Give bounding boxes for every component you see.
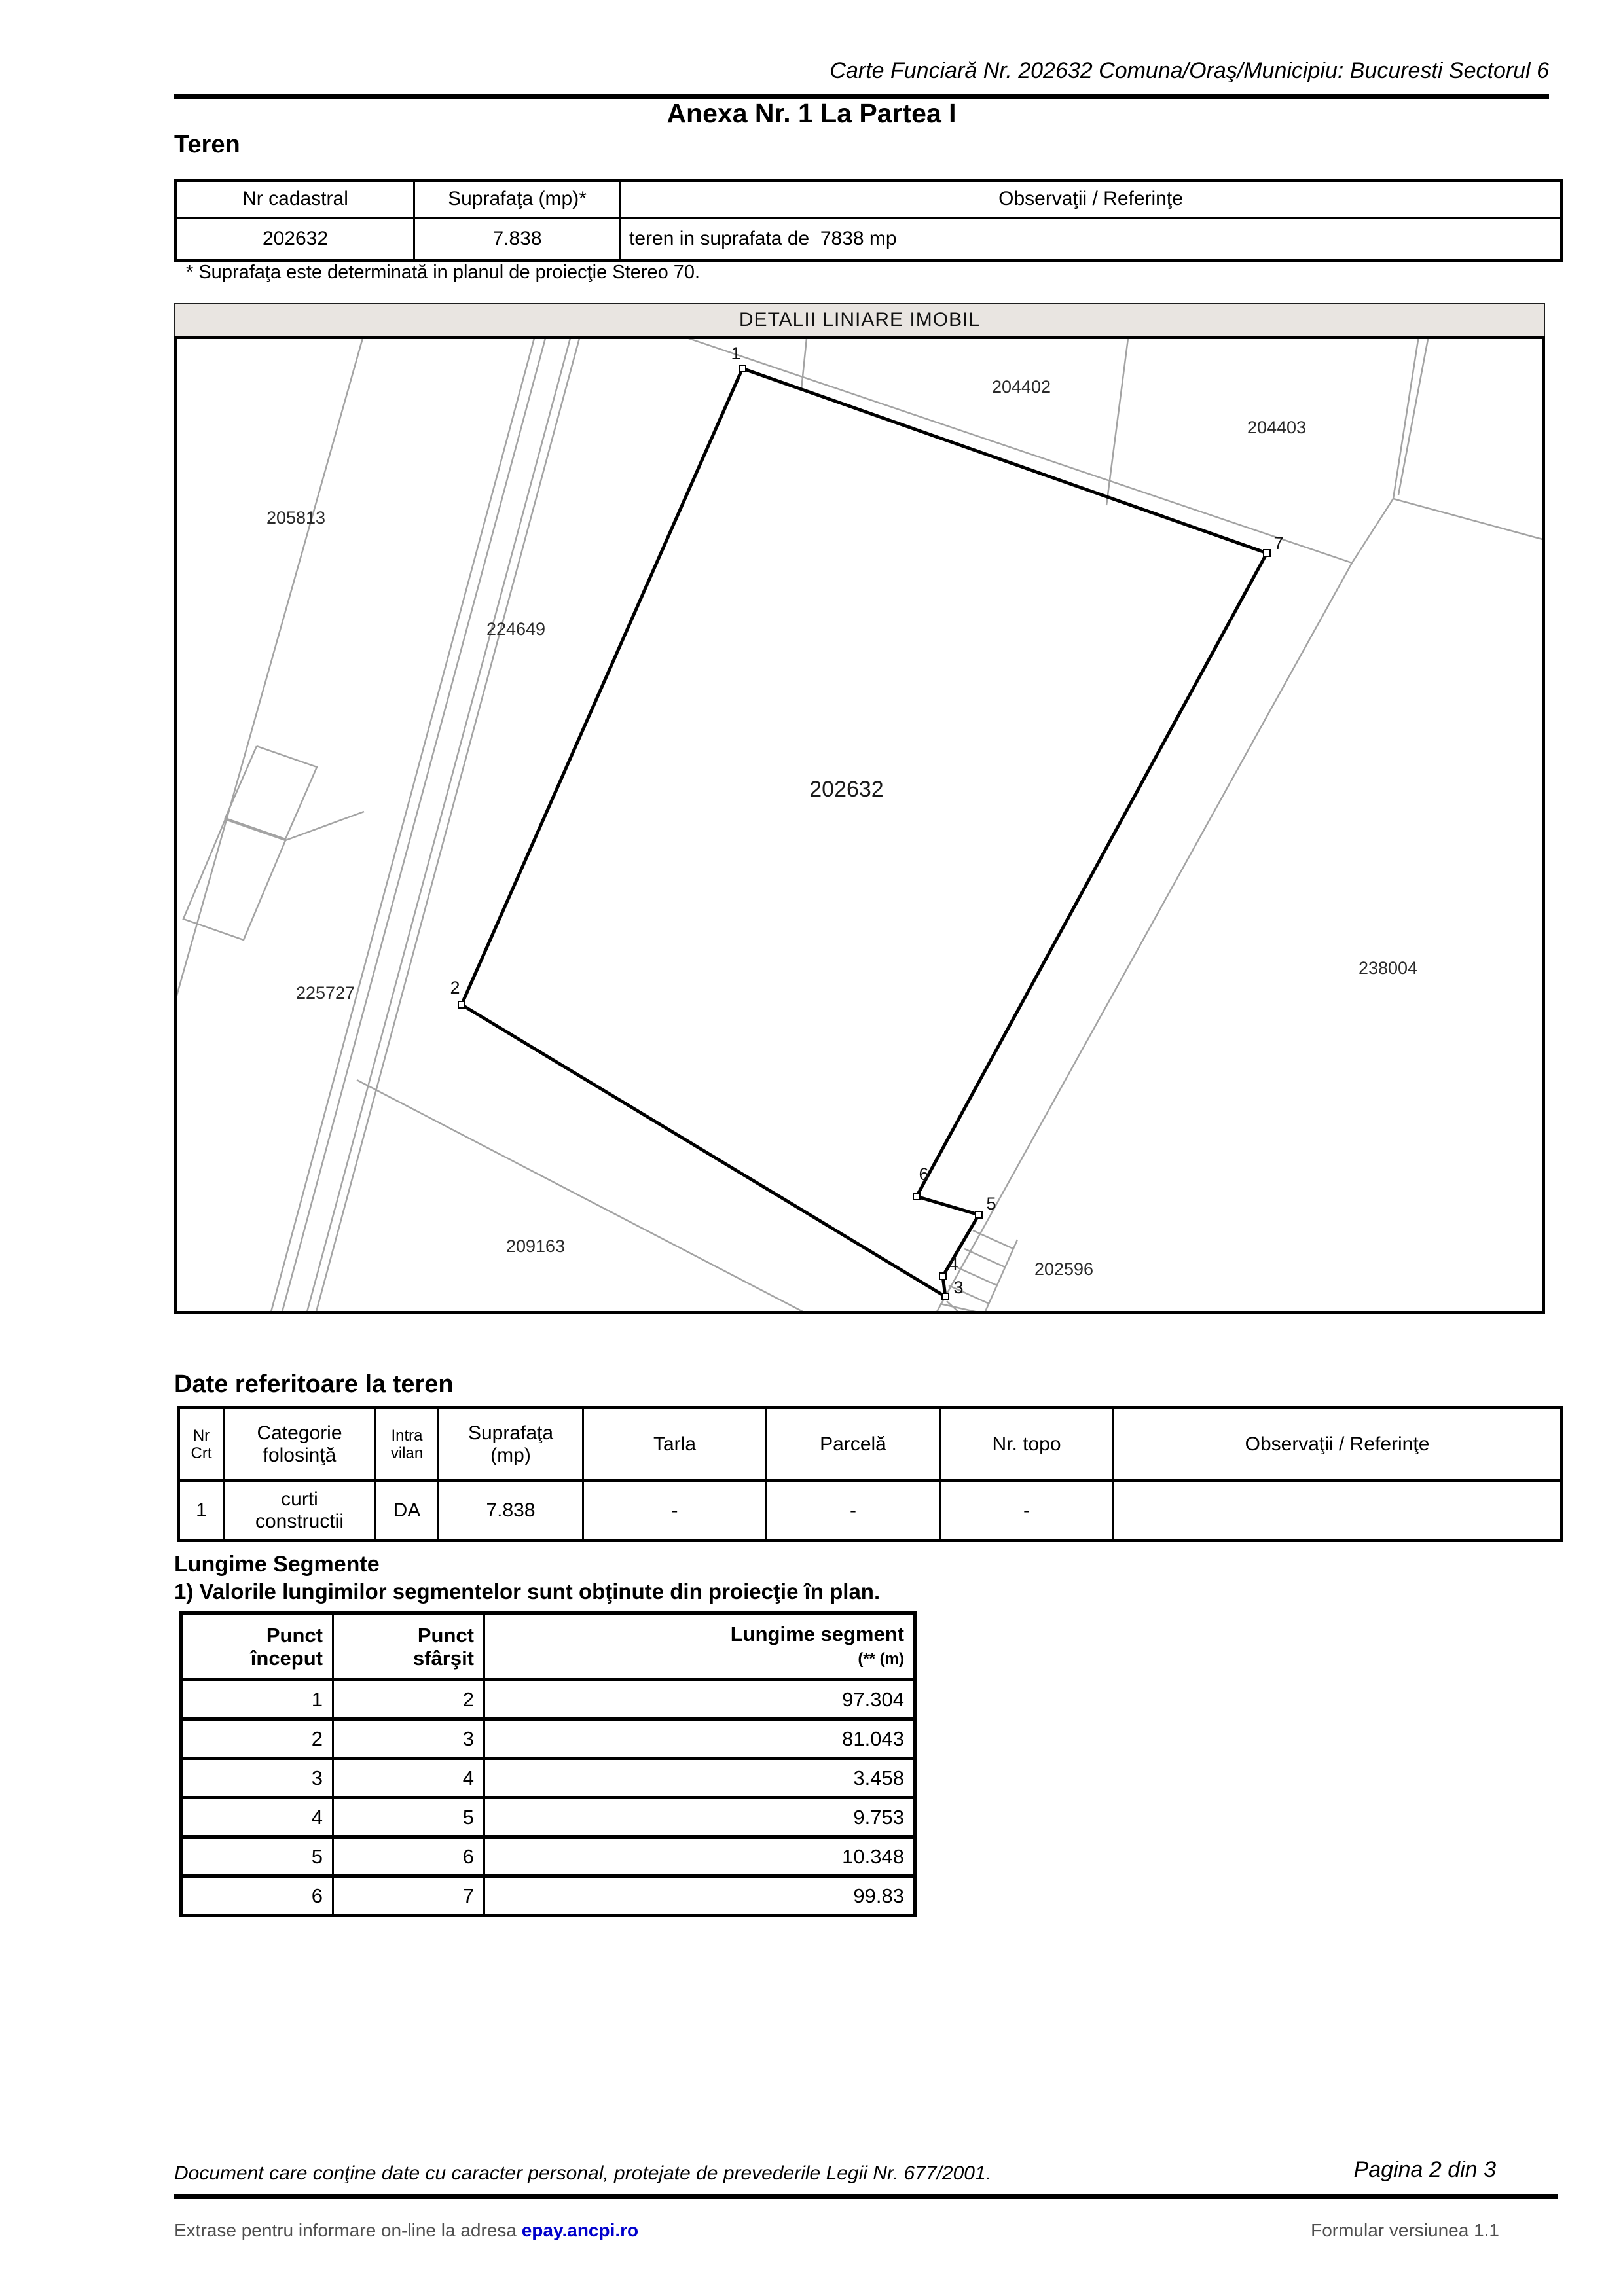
segments-note: 1) Valorile lungimilor segmentelor sunt obţinute din proiecţie în plan.	[174, 1579, 881, 1604]
parcel-label: 204402	[991, 377, 1051, 397]
data-cell: 1	[179, 1481, 224, 1541]
vertex-label: 1	[731, 344, 741, 363]
col-header: Tarla	[583, 1408, 767, 1481]
segment-cell: 3	[181, 1759, 333, 1798]
footer-privacy-note: Document care conţine date cu caracter personal, protejate de prevederile Legii Nr. 677/2001.	[174, 2162, 991, 2184]
segment-cell: 4	[181, 1798, 333, 1837]
document-reference: Carte Funciară Nr. 202632 Comuna/Oraş/Municipiu: Bucuresti Sectorul 6	[830, 58, 1549, 83]
footer-divider	[174, 2194, 1558, 2199]
col-header: Observaţii / Referinţe	[1114, 1408, 1562, 1481]
cell-suprafata: 7.838	[414, 218, 621, 261]
segment-row	[181, 1759, 915, 1798]
col-header: Punct sfârşit	[333, 1613, 484, 1680]
col-header-observatii: Observaţii / Referinţe	[621, 181, 1562, 218]
data-cell: -	[940, 1481, 1114, 1541]
segment-cell: 5	[181, 1837, 333, 1876]
data-cell: DA	[376, 1481, 439, 1541]
map-title: DETALII LINIARE IMOBIL	[739, 309, 981, 331]
section-heading-teren: Teren	[174, 131, 240, 158]
segment-cell: 7	[333, 1876, 484, 1916]
vertex-label: 3	[953, 1278, 964, 1297]
segment-cell: 2	[333, 1680, 484, 1719]
main-parcel-label: 202632	[809, 777, 884, 802]
footer-page-number: Pagina 2 din 3	[1353, 2157, 1496, 2182]
segment-cell: 3	[333, 1719, 484, 1759]
vertex-label: 6	[919, 1164, 929, 1184]
segment-cell: 3.458	[484, 1759, 915, 1798]
footer-extras-line	[174, 2220, 638, 2241]
data-cell	[1114, 1481, 1562, 1541]
vertex-label: 5	[986, 1194, 996, 1213]
parcel-label: 205813	[266, 508, 326, 528]
vertex-marker	[942, 1293, 949, 1300]
segment-row	[181, 1680, 915, 1719]
segment-row	[181, 1798, 915, 1837]
col-header: Parcelă	[767, 1408, 940, 1481]
parcel-label: 238004	[1358, 958, 1418, 978]
vertex-label: 4	[948, 1254, 958, 1274]
footer-form-version: Formular versiunea 1.1	[1311, 2220, 1499, 2240]
teren-footnote: * Suprafaţa este determinată in planul de proiecţie Stereo 70.	[186, 262, 701, 283]
parcel-label: 224649	[486, 619, 546, 639]
vertex-marker	[458, 1001, 465, 1008]
segment-cell: 99.83	[484, 1876, 915, 1916]
segment-cell: 5	[333, 1798, 484, 1837]
parcel-label: 202596	[1034, 1259, 1094, 1279]
col-header-suprafata: Suprafaţa (mp)*	[414, 181, 621, 218]
section-heading-date-teren: Date referitoare la teren	[174, 1371, 454, 1398]
segment-cell: 6	[333, 1837, 484, 1876]
vertex-label: 7	[1273, 533, 1284, 553]
col-header: Punct început	[181, 1613, 333, 1680]
data-cell: -	[767, 1481, 940, 1541]
epay-link[interactable]: epay.ancpi.ro	[521, 2220, 639, 2240]
vertex-marker	[1264, 550, 1270, 556]
section-heading-segments: Lungime Segmente	[174, 1552, 380, 1577]
segments-table	[179, 1611, 917, 1917]
parcel-label: 225727	[295, 983, 356, 1003]
segment-cell: 97.304	[484, 1680, 915, 1719]
segment-cell: 4	[333, 1759, 484, 1798]
data-cell: curti constructii	[224, 1481, 376, 1541]
cell-nr-cadastral: 202632	[176, 218, 414, 261]
parcel-label: 209163	[505, 1236, 566, 1256]
table-header-row	[179, 1408, 1562, 1481]
segment-cell: 2	[181, 1719, 333, 1759]
cadastral-map	[174, 336, 1545, 1314]
col-header: Categorie folosinţă	[224, 1408, 376, 1481]
table-row	[179, 1481, 1562, 1541]
col-header: Nr. topo	[940, 1408, 1114, 1481]
data-cell: -	[583, 1481, 767, 1541]
col-header: Intra vilan	[376, 1408, 439, 1481]
segment-cell: 1	[181, 1680, 333, 1719]
segment-cell: 10.348	[484, 1837, 915, 1876]
cell-observatii: teren in suprafata de 7838 mp	[621, 218, 1562, 261]
vertex-marker	[913, 1193, 920, 1200]
col-header: Lungime segment (** (m)	[484, 1613, 915, 1680]
segment-row	[181, 1837, 915, 1876]
vertex-label: 2	[450, 978, 460, 997]
teren-table	[174, 179, 1563, 262]
col-header: Nr Crt	[179, 1408, 224, 1481]
parcel-label: 204403	[1247, 418, 1307, 437]
vertex-marker	[976, 1211, 982, 1218]
table-header-row	[181, 1613, 915, 1680]
segment-cell: 9.753	[484, 1798, 915, 1837]
table-header-row	[176, 181, 1562, 218]
table-row	[176, 218, 1562, 261]
col-header-nr-cadastral: Nr cadastral	[176, 181, 414, 218]
segment-cell: 81.043	[484, 1719, 915, 1759]
vertex-marker	[939, 1273, 946, 1280]
page-title: Anexa Nr. 1 La Partea I	[666, 98, 957, 128]
date-teren-table	[177, 1406, 1563, 1542]
map-title-band	[174, 303, 1545, 336]
vertex-marker	[739, 365, 746, 372]
col-header: Suprafaţa (mp)	[439, 1408, 583, 1481]
footer-extras-text: Extrase pentru informare on-line la adresa	[174, 2220, 522, 2240]
map-background	[174, 336, 1545, 1314]
segment-row	[181, 1876, 915, 1916]
segment-row	[181, 1719, 915, 1759]
segment-cell: 6	[181, 1876, 333, 1916]
data-cell: 7.838	[439, 1481, 583, 1541]
